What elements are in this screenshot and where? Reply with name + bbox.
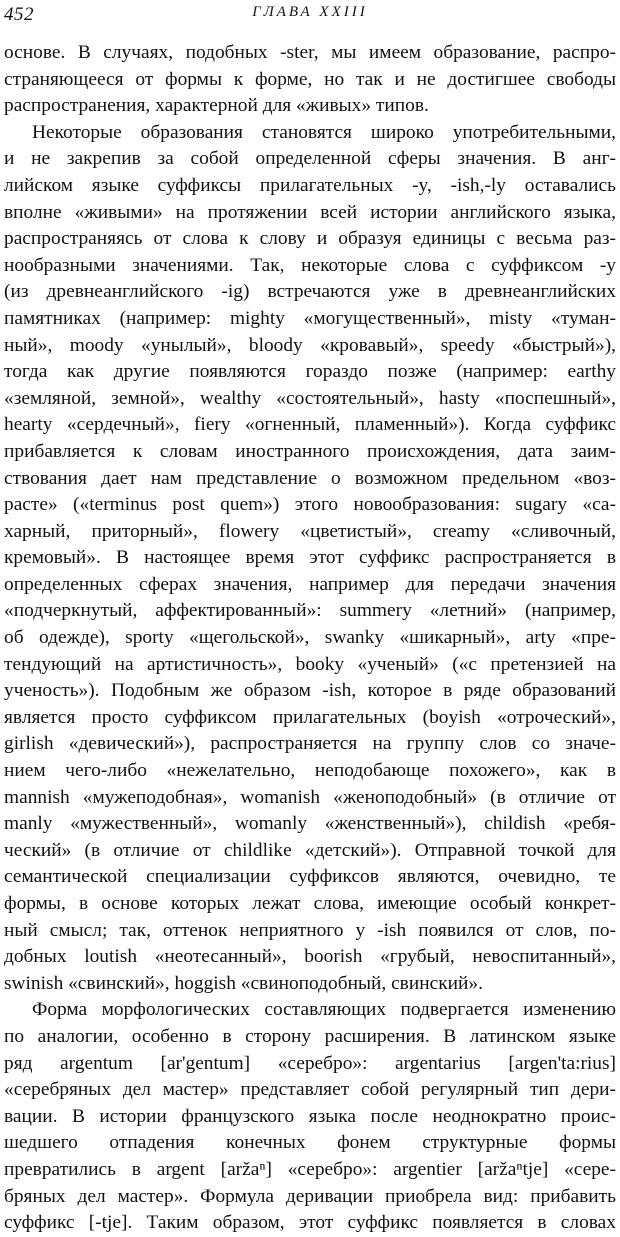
text-line: основе. В случаях, подобных -ster, мы имеем образование, распро- [4, 42, 616, 63]
page-header [4, 4, 616, 28]
text-line: «земляной, земной», wealthy «состоятельный», hasty «поспешный», [4, 387, 616, 409]
text-line: об одежде), sporty «щегольской», swanky «шикарный», arty «пре- [4, 627, 616, 649]
text-line: кремовый». В настоящее время этот суффикс распространяется в [4, 547, 616, 569]
text-line: распространения, характерной для «живых» типов. [4, 95, 429, 117]
text-line: ряд argentum [ar'gentum] «серебро»: argentarius [argen'ta:rius] [4, 1052, 616, 1074]
text-line: шедшего отпадения конечных фонем структурные формы [4, 1132, 616, 1154]
text-line: вполне «живыми» на протяжении всей истории английского языка, [4, 201, 616, 223]
text-line: тендующий на артистичность», booky «ученый» («с претензией на [4, 653, 616, 675]
text-line: прибавляется к словам иностранного происхождения, дата заим- [4, 440, 616, 462]
text-line: hearty «сердечный», fiery «огненный, пламенный»). Когда суффикс [4, 414, 616, 436]
text-line: нообразными значениями. Так, некоторые слова с суффиксом -y [4, 254, 616, 276]
text-line: памятниках (например: mighty «могущественный», misty «туман- [4, 307, 616, 329]
text-line: ный смысл; так, оттенок неприятного у -ish появился от слов, по- [4, 919, 616, 941]
text-line: расте» («terminus post quem») этого новообразования: sugary «са- [4, 494, 616, 516]
text-line: распространяясь от слова к слову и образуя единицы с весьма раз- [4, 228, 616, 250]
text-line: girlish «девический»), распространяется на группу слов со значе- [4, 733, 616, 755]
text-line: суффикс [-tje]. Таким образом, этот суффикс появляется в словах [4, 1212, 616, 1234]
text-line: manly «мужественный», womanly «женственный»), childish «ребя- [4, 813, 616, 835]
text-line: семантической специализации суффиксов являются, очевидно, те [4, 866, 616, 888]
text-line: ный», moody «унылый», bloody «кровавый», speedy «быстрый»), [4, 334, 616, 356]
text-line: страняющееся от формы к форме, но так и не достигшее свободы [4, 68, 616, 90]
text-line: лийском языке суффиксы прилагательных -y, -ish,-ly оставались [4, 174, 616, 196]
running-head: ГЛАВА XXIII [252, 4, 368, 20]
text-line: превратились в argent [aržaⁿ] «серебро»: argentier [aržaⁿtje] «сере- [4, 1158, 616, 1180]
paragraph [4, 997, 616, 1236]
text-line: определенных сферах значения, например для передачи значения [4, 573, 616, 595]
text-line: ческий» (в отличие от childlike «детский»). Отправной точкой для [4, 839, 616, 861]
text-line: и не закрепив за собой определенной сферы значения. В анг- [4, 148, 616, 170]
text-line: по аналогии, особенно в сторону расширения. В латинском языке [4, 1025, 616, 1047]
text-line: «подчеркнутый, аффектированный»: summery «летний» (например, [4, 600, 616, 622]
text-line: является просто суффиксом прилагательных (boyish «отроческий», [4, 706, 616, 728]
text-line: ученость»). Подобным же образом -ish, которое в ряде образований [4, 680, 616, 702]
text-line: харный, приторный», flowery «цветистый», creamy «сливочный, [4, 520, 616, 542]
text-line: Некоторые образования становятся широко употребительными, [32, 121, 616, 143]
text-line: mannish «мужеподобная», womanish «женоподобный» (в отличие от [4, 786, 616, 808]
text-body [4, 40, 616, 1237]
text-line: формы, в основе которых лежат слова, имеющие особый конкрет- [4, 893, 616, 914]
text-line: (из древнеанглийского -ig) встречаются уже в древнеанглийских [4, 281, 616, 303]
text-line: тогда как другие появляются гораздо позже (например: earthy [4, 361, 616, 383]
paragraph [4, 120, 616, 998]
text-line: добных loutish «неотесанный», boorish «грубый, невоспитанный», [4, 946, 616, 968]
page-number: 452 [4, 4, 34, 25]
text-line: swinish «свинский», hoggish «свиноподобный, свинский». [4, 972, 483, 994]
text-line: вации. В истории французского языка после неоднократно проис- [4, 1105, 616, 1127]
text-line: Форма морфологических составляющих подвергается изменению [32, 999, 616, 1021]
text-line: «серебряных дел мастер» представляет собой регулярный тип дери- [4, 1079, 616, 1101]
paragraph [4, 40, 616, 120]
text-line: нием чего-либо «нежелательно, неподобающе похожего», как в [4, 760, 616, 782]
text-line: ствования дает нам представление о возможном предельном «воз- [4, 467, 616, 489]
text-line: бряных дел мастер». Формула деривации приобрела вид: прибавить [4, 1185, 616, 1207]
